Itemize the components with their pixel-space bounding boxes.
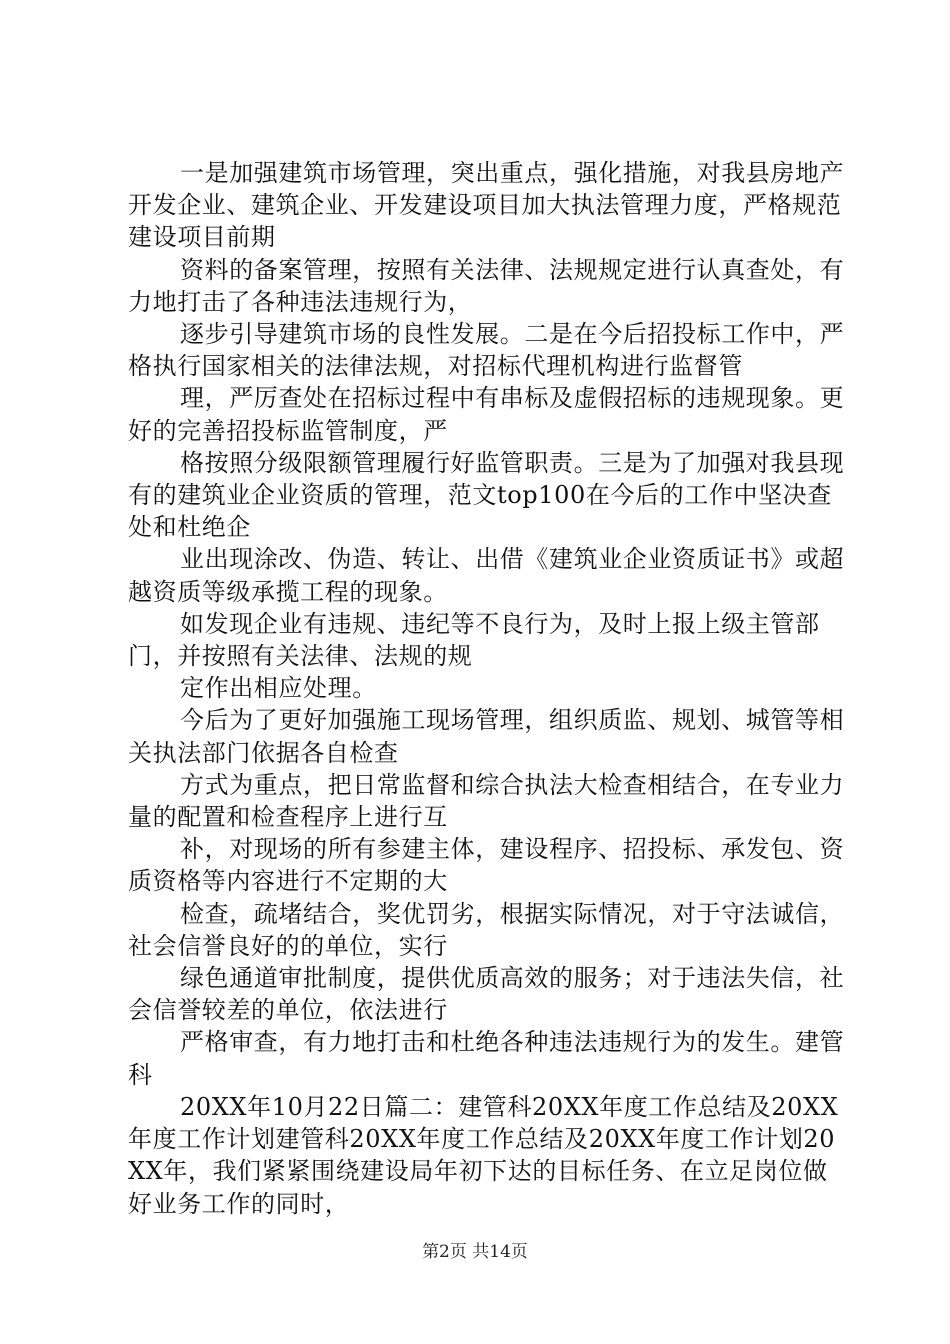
- paragraph: 如发现企业有违规、违纪等不良行为，及时上报上级主管部门，并按照有关法律、法规的规: [128, 609, 820, 671]
- paragraph: 逐步引导建筑市场的良性发展。二是在今后招投标工作中，严格执行国家相关的法律法规，对招标代理机构进行监督管: [128, 320, 845, 381]
- paragraph: 格按照分级限额管理履行好监管职责。三是为了加强对我县现有的建筑业企业资质的管理，范文top100在今后的工作中坚决查处和杜绝企: [128, 448, 845, 542]
- paragraph: 严格审查，有力地打击和杜绝各种违法违规行为的发生。建管科: [128, 1028, 845, 1089]
- page-number-footer: 第2页 共14页: [422, 1242, 528, 1262]
- paragraph: 补，对现场的所有参建主体，建设程序、招投标、承发包、资质资格等内容进行不定期的大: [128, 835, 845, 896]
- paragraph: 20XX年10月22日篇二：建管科20XX年度工作总结及20XX年度工作计划建管科20XX年度工作总结及20XX年度工作计划20XX年，我们紧紧围绕建设局年初下达的目标任务、在立足岗位做好业务工作的同时，: [128, 1092, 839, 1218]
- document-body: [128, 157, 848, 1220]
- paragraph: 一是加强建筑市场管理，突出重点，强化措施，对我县房地产开发企业、建筑企业、开发建设项目加大执法管理力度，严格规范建设项目前期: [128, 159, 845, 252]
- paragraph: 定作出相应处理。: [180, 674, 377, 703]
- paragraph: 今后为了更好加强施工现场管理，组织质监、规划、城管等相关执法部门依据各自检查: [128, 706, 845, 767]
- paragraph: 方式为重点，把日常监督和综合执法大检查相结合，在专业力量的配置和检查程序上进行互: [128, 770, 845, 832]
- paragraph: 资料的备案管理，按照有关法律、法规规定进行认真查处，有力地打击了各种违法违规行为，: [128, 255, 845, 316]
- paragraph: 检查，疏堵结合，奖优罚劣，根据实际情况，对于守法诚信，社会信誉良好的的单位，实行: [128, 899, 845, 960]
- paragraph: 绿色通道审批制度，提供优质高效的服务；对于违法失信，社会信誉较差的单位，依法进行: [128, 964, 845, 1025]
- paragraph: 业出现涂改、伪造、转让、出借《建筑业企业资质证书》或超越资质等级承揽工程的现象。: [128, 545, 845, 606]
- paragraph: 理，严厉查处在招标过程中有串标及虚假招标的违规现象。更好的完善招投标监管制度，严: [128, 384, 845, 445]
